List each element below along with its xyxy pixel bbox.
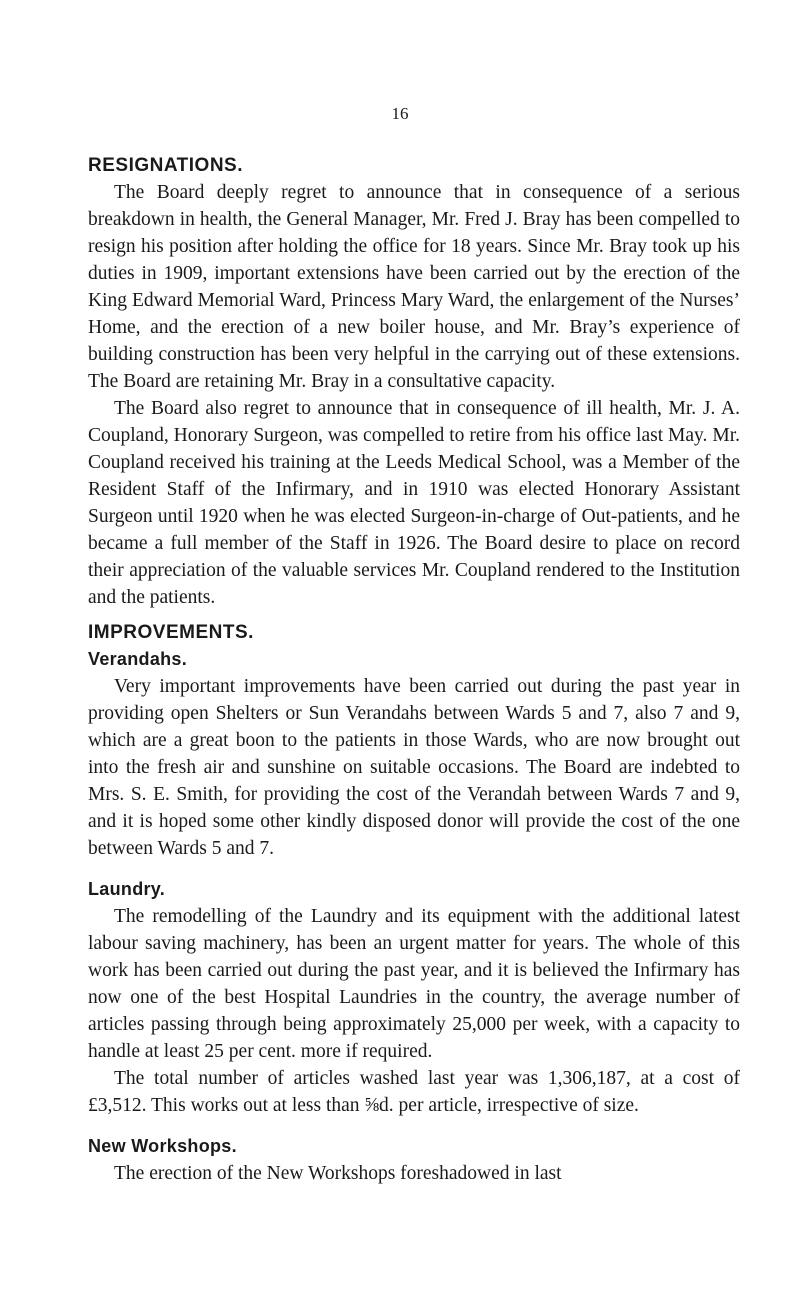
workshops-paragraph: The erection of the New Workshops foreshadowed in last [114,1163,562,1184]
improvements-section [88,619,740,1187]
workshops-subsection [88,1133,740,1187]
resignations-heading: RESIGNATIONS. [88,155,243,176]
document-body [88,152,740,1187]
laundry-paragraph-remodelling: The remodelling of the Laundry and its equipment with the additional latest labour saving machinery, has been an urgent matter for years. The whole of this work has been carried out during the past year, and it is believed the Infirmary has now one of the best Hospital Laundries in the country, the average number of articles passing through being approximately 25,000 per week, with a capacity to handle at least 25 per cent. more if required. [88,906,740,1062]
laundry-subsection [88,876,740,1119]
verandahs-heading: Verandahs. [88,649,188,669]
laundry-heading: Laundry. [88,879,166,899]
resignation-paragraph-coupland: The Board also regret to announce that in consequence of ill health, Mr. J. A. Coupland, Honorary Surgeon, was compelled to retire from his office last May. Mr. Coupland received his training at the Leeds Medical School, was a Member of the Resident Staff of the Infirmary, and in 1910 was elected Honorary Assistant Surgeon until 1920 when he was elected Surgeon-in-charge of Out-patients, and he became a full member of the Staff in 1926. The Board desire to place on record their appreciation of the valuable services Mr. Coupland rendered to the Institution and the patients. [88,398,740,608]
improvements-heading: IMPROVEMENTS. [88,622,254,643]
verandahs-subsection [88,646,740,862]
page-number: 16 [391,104,409,123]
verandahs-paragraph: Very important improvements have been carried out during the past year in providing open Shelters or Sun Verandahs between Wards 5 and 7, also 7 and 9, which are a great boon to the patients in those Wards, who are now brought out into the fresh air and sunshine on suitable occasions. The Board are indebted to Mrs. S. E. Smith, for providing the cost of the Verandah between Wards 7 and 9, and it is hoped some other kindly disposed donor will provide the cost of the one between Wards 5 and 7. [88,676,740,859]
resignation-paragraph-bray: The Board deeply regret to announce that in consequence of a serious breakdown in health, the General Manager, Mr. Fred J. Bray has been compelled to resign his position after holding the office for 18 years. Since Mr. Bray took up his duties in 1909, important extensions have been carried out by the erection of the King Edward Memorial Ward, Princess Mary Ward, the enlargement of the Nurses’ Home, and the erection of a new boiler house, and Mr. Bray’s experience of building construction has been very helpful in the carrying out of these extensions. The Board are retaining Mr. Bray in a consultative capacity. [88,182,740,392]
laundry-paragraph-cost: The total number of articles washed last year was 1,306,187, at a cost of £3,512. This works out at less than ⅝d. per article, irrespective of size. [88,1068,740,1116]
resignations-section [88,152,740,611]
workshops-heading: New Workshops. [88,1136,237,1156]
